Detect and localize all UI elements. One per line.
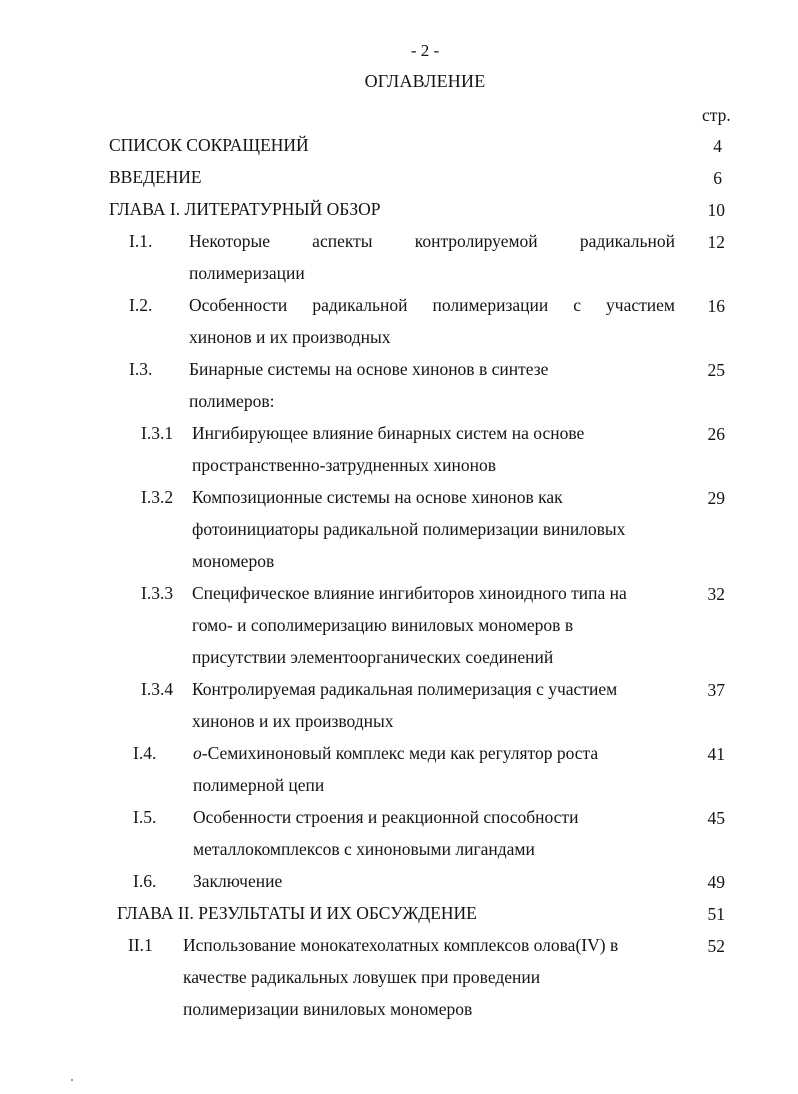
toc-page: 26 [707, 424, 725, 444]
toc-page: 29 [707, 488, 725, 508]
toc-section-title: о-Семихиноновый комплекс меди как регулятор роста [193, 743, 599, 763]
toc-page: 6 [713, 168, 722, 188]
toc-page: 10 [707, 200, 725, 220]
toc-section-title-cont: полимеризации виниловых мономеров [183, 999, 473, 1019]
toc-section-title-cont: фотоинициаторы радикальной полимеризации виниловых [192, 519, 626, 539]
toc-subsection-number: I.3.4 [141, 679, 174, 699]
toc-page: 51 [707, 904, 725, 924]
toc-section-number: I.3. [129, 359, 153, 379]
toc-section-title: Бинарные системы на основе хинонов в синтезе [189, 359, 549, 379]
toc-section-title-cont: металлокомплексов с хиноновыми лигандами [193, 839, 535, 859]
toc-page: 37 [707, 680, 725, 700]
toc-page: 16 [707, 296, 725, 316]
toc-page: 4 [713, 136, 722, 156]
page-number: - 2 - [410, 41, 440, 60]
toc-section-title: Некоторые аспекты контролируемой радикальной [189, 231, 675, 251]
toc-section-number: I.1. [129, 231, 153, 251]
toc-section-number: I.5. [133, 807, 157, 827]
toc-section-number: I.2. [129, 295, 153, 315]
toc-page: 12 [707, 232, 725, 252]
toc-section-title-cont: пространственно-затрудненных хинонов [192, 455, 496, 475]
toc-section-title: Контролируемая радикальная полимеризация с участием [192, 679, 618, 699]
italic-prefix: о [193, 743, 202, 763]
toc-section-title: Ингибирующее влияние бинарных систем на основе [192, 423, 585, 443]
toc-chapter-introduction: ВВЕДЕНИЕ [109, 167, 202, 187]
toc-section-title: Специфическое влияние ингибиторов хиноидного типа на [192, 583, 627, 603]
toc-page: 49 [707, 872, 725, 892]
toc-subsection-number: I.3.2 [141, 487, 174, 507]
toc-section-number: I.4. [133, 743, 157, 763]
toc-section-number: I.6. [133, 871, 157, 891]
toc-section-title: Композиционные системы на основе хинонов как [192, 487, 563, 507]
toc-page: 52 [707, 936, 725, 956]
toc-section-number: II.1 [128, 935, 153, 955]
scan-speck [71, 1079, 73, 1081]
toc-section-title-cont: качестве радикальных ловушек при проведении [183, 967, 541, 987]
toc-subsection-number: I.3.3 [141, 583, 174, 603]
toc-page: 25 [707, 360, 725, 380]
toc-section-title: Особенности строения и реакционной способности [193, 807, 579, 827]
toc-section-title-cont: хинонов и их производных [189, 327, 391, 347]
toc-page: 32 [707, 584, 725, 604]
toc-section-title-cont: полимеризации [189, 263, 305, 283]
toc-section-title: Заключение [193, 871, 283, 891]
toc-section-title-cont: хинонов и их производных [192, 711, 394, 731]
toc-section-title-cont: присутствии элементоорганических соединений [192, 647, 554, 667]
toc-chapter-2: ГЛАВА II. РЕЗУЛЬТАТЫ И ИХ ОБСУЖДЕНИЕ [117, 903, 477, 923]
toc-section-title-cont: полимерной цепи [193, 775, 325, 795]
page-title: ОГЛАВЛЕНИЕ [364, 71, 486, 91]
toc-page: 41 [707, 744, 725, 764]
toc-page: 45 [707, 808, 725, 828]
page-column-label: стр. [702, 105, 731, 125]
toc-section-title-cont: гомо- и сополимеризацию виниловых мономеров в [192, 615, 574, 635]
toc-section-title-cont: мономеров [192, 551, 275, 571]
toc-subsection-number: I.3.1 [141, 423, 174, 443]
toc-chapter-abbreviations: СПИСОК СОКРАЩЕНИЙ [109, 135, 309, 155]
toc-chapter-1: ГЛАВА I. ЛИТЕРАТУРНЫЙ ОБЗОР [109, 199, 381, 219]
toc-section-title-cont: полимеров: [189, 391, 275, 411]
toc-section-title: Использование монокатехолатных комплексов олова(IV) в [183, 935, 619, 955]
toc-section-title: Особенности радикальной полимеризации с участием [189, 295, 675, 315]
